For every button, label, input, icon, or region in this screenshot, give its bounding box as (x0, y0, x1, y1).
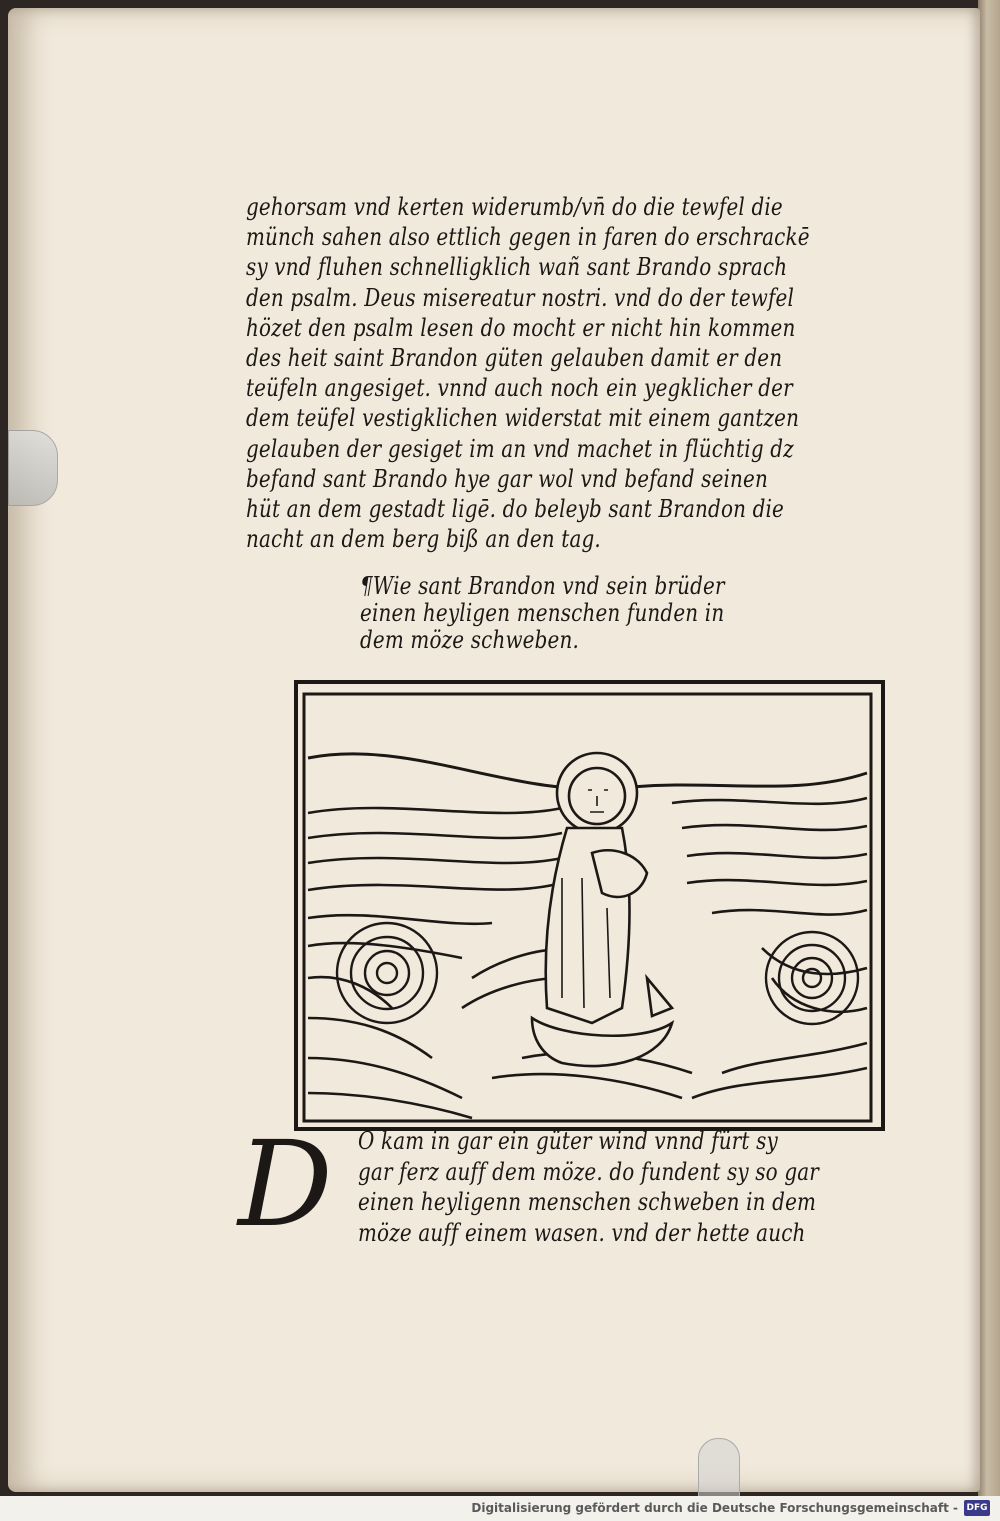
book-stand (698, 1438, 740, 1496)
paragraph-2 (358, 1126, 913, 1248)
woodcut-illustration (292, 678, 887, 1133)
text-line: möze auff einem wasen. vnd der hette auch (358, 1218, 806, 1247)
book-page (8, 8, 980, 1492)
heading-line: einen heyligen menschen funden in (360, 599, 725, 627)
text-line: teüfeln angesiget. vnnd auch noch ein yegklicher der (246, 374, 793, 403)
text-line: gehorsam vnd kerten widerumb/vn̄ do die tewfel die (246, 193, 783, 221)
dfg-logo[interactable]: DFG (964, 1500, 990, 1516)
text-line: dem teüfel vestigklichen widerstat mit einem gantzen (246, 404, 800, 433)
text-line: nacht an dem berg biß an den tag. (246, 525, 601, 554)
page-edge (978, 0, 1000, 1496)
text-line: sy vnd fluhen schnelligklich wañ sant Brando sprach (246, 253, 788, 282)
text-line: einen heyligenn menschen schweben in dem (358, 1188, 817, 1216)
chapter-heading (360, 573, 799, 654)
text-line: gelauben der gesiget im an vnd machet in flüchtig dz (246, 434, 794, 463)
funding-credit: Digitalisierung gefördert durch die Deutsche Forschungsgemeinschaft - (471, 1501, 958, 1515)
heading-line: ¶Wie sant Brandon vnd sein brüder (360, 572, 725, 600)
text-line: des heit saint Brandon güten gelauben damit er den (246, 344, 783, 373)
text-line: münch sahen also ettlich gegen in faren do erschrackē (246, 223, 810, 252)
text-line: gar ferz auff dem möze. do fundent sy so gar (358, 1157, 820, 1186)
decorated-initial: D (238, 1115, 333, 1253)
text-line: den psalm. Deus misereatur nostri. vnd do der tewfel (246, 283, 795, 312)
text-line: hüt an dem gestadt ligē. do beleyb sant Brandon die (246, 495, 785, 524)
page-clip (8, 430, 58, 506)
heading-line: dem möze schweben. (360, 626, 580, 654)
footer-bar (0, 1496, 1000, 1521)
text-line: hözet den psalm lesen do mocht er nicht hin kommen (246, 313, 796, 342)
paragraph-1 (246, 192, 925, 554)
text-line: befand sant Brando hye gar wol vnd befand seinen (246, 464, 769, 493)
text-line: O kam in gar ein güter wind vnnd fürt sy (358, 1127, 778, 1155)
